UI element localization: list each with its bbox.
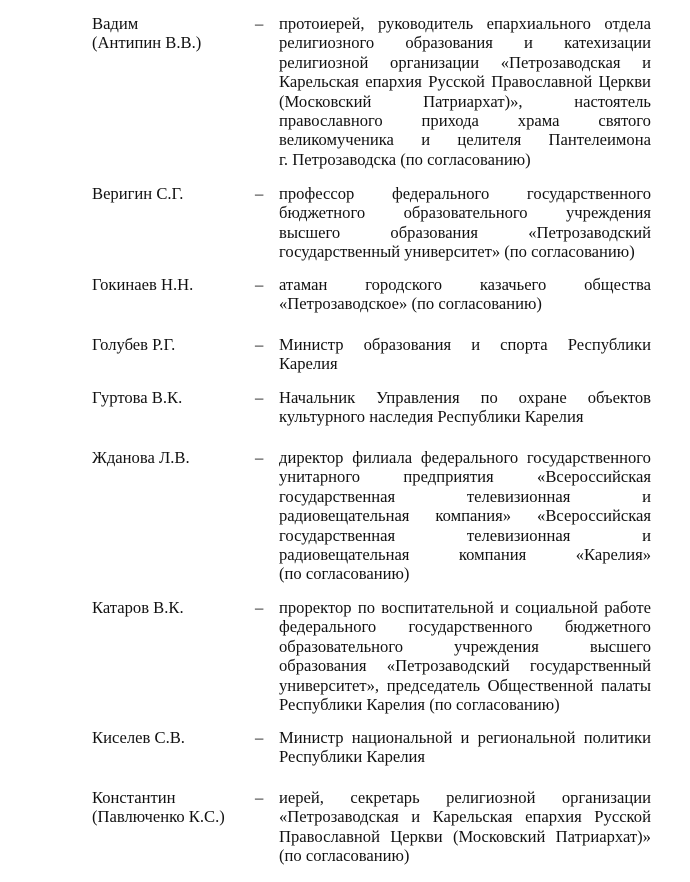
member-name-line: Гокинаев Н.Н. <box>92 275 194 294</box>
member-description <box>279 14 651 169</box>
dash-separator: – <box>255 14 264 33</box>
member-description <box>279 728 651 767</box>
description-line: «Петрозаводское» (по согласованию) <box>279 294 542 314</box>
description-line: директор филиала федерального государственного <box>279 448 651 467</box>
description-line: Начальник Управления по охране объектов <box>279 388 651 407</box>
description-line: православного прихода храма святого <box>279 111 651 131</box>
member-name-line: (Павлюченко К.С.) <box>92 807 225 827</box>
description-line: образовательного учреждения высшего <box>279 636 651 656</box>
member-description <box>279 788 651 866</box>
member-name-line: Константин <box>92 788 176 807</box>
description-line: высшего образования «Петрозаводский <box>279 222 651 242</box>
description-line: образования «Петрозаводский государственный <box>279 656 651 676</box>
description-line: государственная телевизионная и <box>279 525 651 545</box>
dash-separator: – <box>255 448 264 467</box>
description-line: университет», председатель Общественной палаты <box>279 675 651 695</box>
description-line: профессор федерального государственного <box>279 184 651 203</box>
member-description <box>279 598 651 714</box>
member-name-line: Гуртова В.К. <box>92 388 183 407</box>
description-line: (по согласованию) <box>279 846 410 866</box>
member-name <box>92 184 252 203</box>
description-line: Министр национальной и региональной политики <box>279 728 651 747</box>
description-line: бюджетного образовательного учреждения <box>279 203 651 223</box>
member-name <box>92 388 252 407</box>
description-line: Министр образования и спорта Республики <box>279 335 651 354</box>
dash-separator: – <box>255 788 264 807</box>
description-line: Православной Церкви (Московский Патриархат)» <box>279 826 651 846</box>
member-description <box>279 448 651 584</box>
member-name <box>92 598 252 617</box>
description-line: культурного наследия Республики Карелия <box>279 407 584 427</box>
dash-separator: – <box>255 184 264 203</box>
description-line: Республики Карелия (по согласованию) <box>279 695 560 715</box>
member-description <box>279 184 651 262</box>
dash-separator: – <box>255 335 264 354</box>
member-name-line: Веригин С.Г. <box>92 184 184 203</box>
member-description <box>279 335 651 374</box>
description-line: (Московский Патриархат)», настоятель <box>279 91 651 111</box>
description-line: государственный университет» (по согласованию) <box>279 242 635 262</box>
member-name-line: Киселев С.В. <box>92 728 185 747</box>
description-line: унитарного предприятия «Всероссийская <box>279 467 651 487</box>
description-line: великомученика и целителя Пантелеимона <box>279 130 651 150</box>
description-line: религиозной организации «Петрозаводская и <box>279 52 651 72</box>
description-line: радиовещательная компания» «Всероссийская <box>279 506 651 526</box>
description-line: государственная телевизионная и <box>279 486 651 506</box>
description-line: федерального государственного бюджетного <box>279 617 651 637</box>
member-name <box>92 448 252 467</box>
description-line: Республики Карелия <box>279 747 426 767</box>
dash-separator: – <box>255 728 264 747</box>
description-line: (по согласованию) <box>279 564 410 584</box>
member-name-line: (Антипин В.В.) <box>92 33 202 53</box>
member-name-line: Катаров В.К. <box>92 598 184 617</box>
description-line: протоиерей, руководитель епархиального отдела <box>279 14 651 33</box>
member-description <box>279 388 651 427</box>
dash-separator: – <box>255 388 264 407</box>
description-line: Карельская епархия Русской Православной Церкви <box>279 72 651 92</box>
member-name-line: Вадим <box>92 14 139 33</box>
description-line: «Петрозаводская и Карельская епархия Русской <box>279 807 651 827</box>
description-line: иерей, секретарь религиозной организации <box>279 788 651 807</box>
description-line: религиозного образования и катехизации <box>279 33 651 53</box>
description-line: г. Петрозаводска (по согласованию) <box>279 149 531 169</box>
description-line: атаман городского казачьего общества <box>279 275 651 294</box>
member-name <box>92 14 252 53</box>
member-name <box>92 275 252 294</box>
member-name <box>92 788 252 827</box>
description-line: радиовещательная компания «Карелия» <box>279 545 651 565</box>
description-line: проректор по воспитательной и социальной работе <box>279 598 651 617</box>
dash-separator: – <box>255 598 264 617</box>
description-line: Карелия <box>279 354 338 374</box>
dash-separator: – <box>255 275 264 294</box>
member-name-line: Голубев Р.Г. <box>92 335 176 354</box>
member-name-line: Жданова Л.В. <box>92 448 190 467</box>
member-name <box>92 728 252 747</box>
member-name <box>92 335 252 354</box>
member-description <box>279 275 651 314</box>
